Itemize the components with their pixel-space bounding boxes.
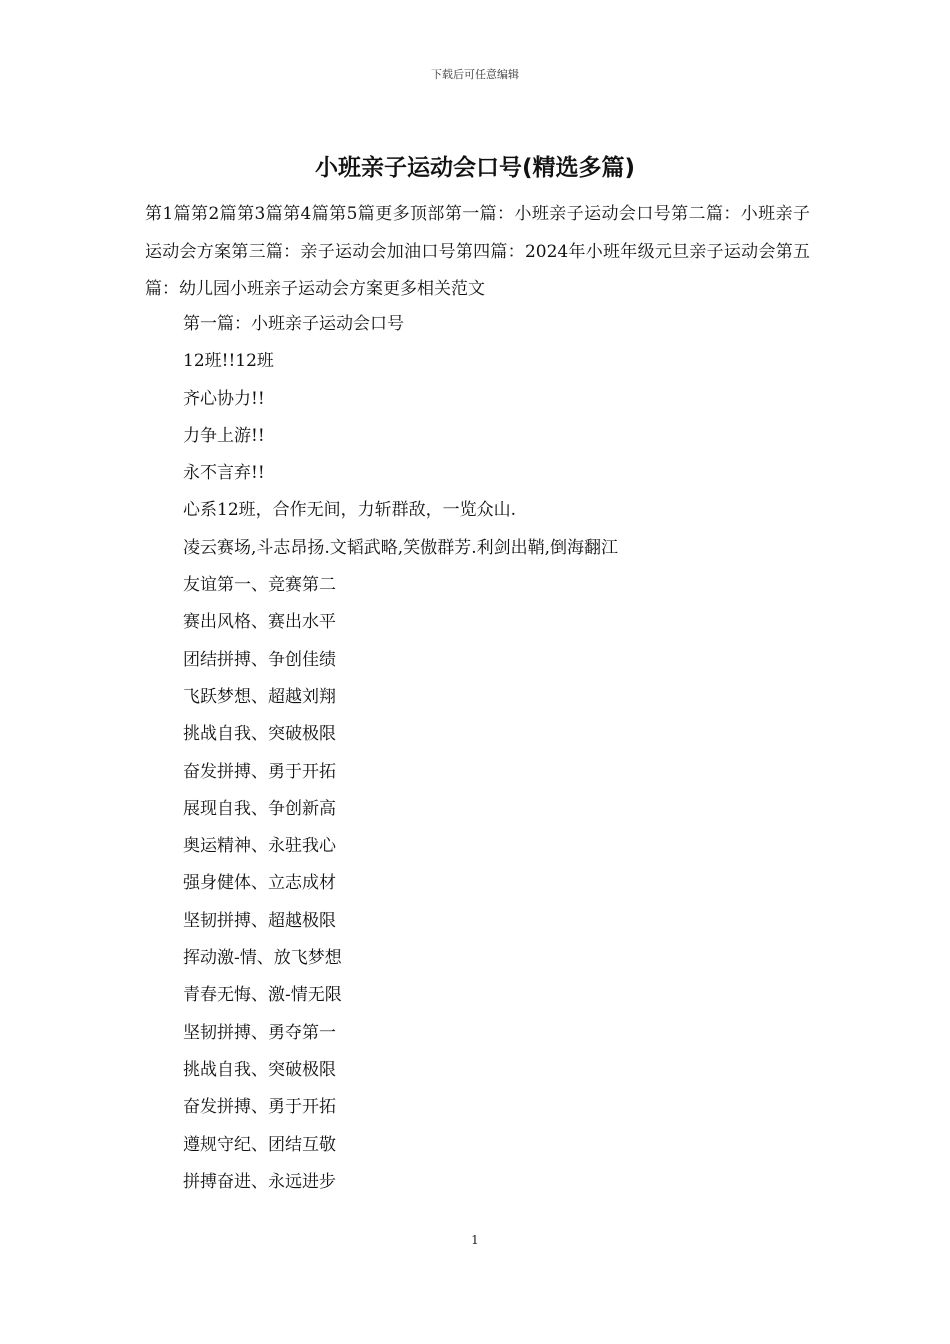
list-item: 赛出风格、赛出水平 bbox=[183, 612, 336, 633]
list-item: 友谊第一、竞赛第二 bbox=[183, 575, 336, 596]
list-item: 第一篇：小班亲子运动会口号 bbox=[183, 314, 404, 334]
list-item: 坚韧拼搏、勇夺第一 bbox=[183, 1022, 336, 1043]
document-title: 小班亲子运动会口号(精选多篇) bbox=[314, 155, 636, 181]
list-item: 奋发拼搏、勇于开拓 bbox=[183, 1097, 336, 1118]
list-item: 12班!!12班 bbox=[183, 351, 274, 372]
list-item: 奋发拼搏、勇于开拓 bbox=[183, 761, 336, 782]
list-item: 凌云赛场,斗志昂扬.文韬武略,笑傲群芳.利剑出鞘,倒海翻江 bbox=[183, 537, 619, 558]
list-item: 强身健体、立志成材 bbox=[183, 873, 336, 894]
list-item: 坚韧拼搏、超越极限 bbox=[183, 910, 336, 931]
list-item: 挑战自我、突破极限 bbox=[183, 724, 336, 745]
list-item: 青春无悔、激-情无限 bbox=[183, 985, 342, 1006]
list-item: 挥动激-情、放飞梦想 bbox=[183, 948, 342, 969]
list-item: 拼搏奋进、永远进步 bbox=[183, 1171, 336, 1192]
list-item: 心系12班，合作无间，力斩群敌，一览众山. bbox=[183, 500, 517, 521]
header-note: 下载后可任意编辑 bbox=[431, 68, 519, 81]
intro-paragraph: 第1篇第2篇第3篇第4篇第5篇更多顶部第一篇：小班亲子运动会口号第二篇：小班亲子运动会方案第三篇：亲子运动会加油口号第四篇：2024年小班年级元旦亲子运动会第五篇：幼儿园小班亲子运动会方案更多相关范文 bbox=[145, 204, 810, 299]
list-item: 展现自我、争创新高 bbox=[183, 798, 336, 819]
list-item: 团结拼搏、争创佳绩 bbox=[183, 649, 336, 670]
page-number: 1 bbox=[471, 1233, 479, 1247]
list-item: 永不言弃!! bbox=[183, 463, 265, 484]
slogan-list bbox=[183, 306, 803, 1201]
list-item: 遵规守纪、团结互敬 bbox=[183, 1134, 336, 1155]
list-item: 齐心协力!! bbox=[183, 388, 265, 409]
list-item: 飞跃梦想、超越刘翔 bbox=[183, 686, 336, 707]
list-item: 力争上游!! bbox=[183, 425, 265, 446]
list-item: 挑战自我、突破极限 bbox=[183, 1059, 336, 1080]
list-item: 奥运精神、永驻我心 bbox=[183, 836, 336, 857]
